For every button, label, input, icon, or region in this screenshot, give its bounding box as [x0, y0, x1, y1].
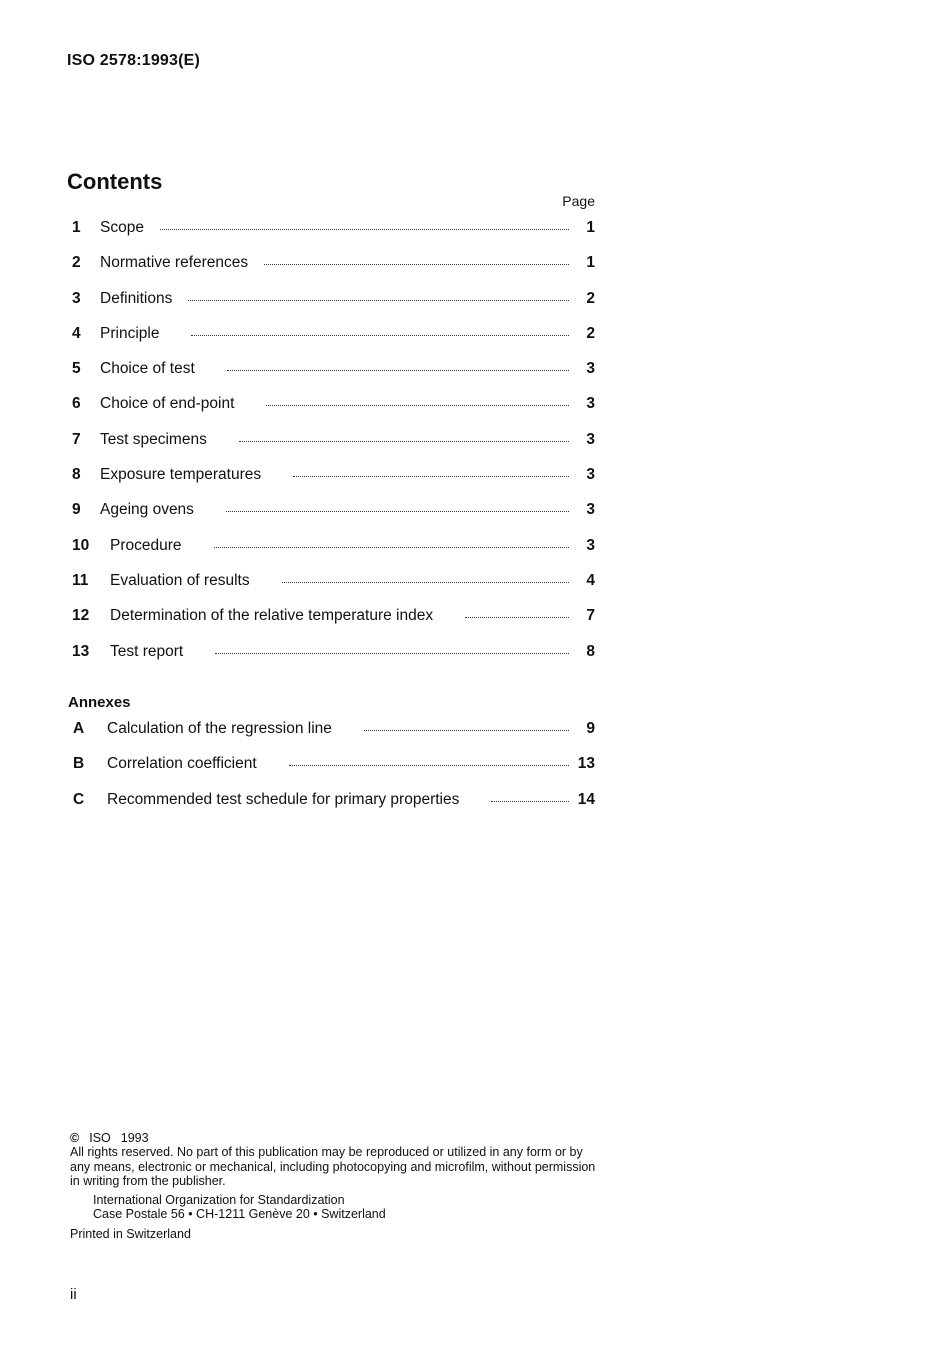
toc-number: 10 — [72, 536, 90, 554]
toc-number: 3 — [72, 289, 81, 307]
dot-leader — [191, 331, 569, 336]
toc-number: 4 — [72, 324, 81, 342]
toc-page-number: 3 — [586, 430, 595, 448]
toc-page-number: 1 — [586, 254, 595, 272]
annex-entry-a[interactable] — [67, 720, 595, 755]
toc-page-number: 2 — [586, 289, 595, 307]
printed-in: Printed in Switzerland — [70, 1226, 191, 1241]
toc-entry-choice-of-test[interactable] — [67, 360, 595, 395]
dot-leader — [364, 726, 569, 731]
toc-number: 2 — [72, 254, 81, 272]
toc-entry-test-report[interactable] — [67, 643, 595, 678]
toc-label: Normative references — [100, 254, 249, 272]
toc-label: Test specimens — [100, 430, 207, 448]
annex-page-number: 14 — [577, 790, 595, 808]
copyright-line — [70, 1131, 605, 1145]
toc-entry-relative-temperature-index[interactable] — [67, 607, 595, 642]
toc-entry-exposure-temperatures[interactable] — [67, 466, 595, 501]
toc-label: Evaluation of results — [110, 571, 250, 589]
annex-label: Correlation coefficient — [107, 755, 257, 773]
toc-page-number: 3 — [586, 395, 595, 413]
toc-page-number: 2 — [586, 324, 595, 342]
toc-page-number: 3 — [586, 536, 595, 554]
annex-entry-b[interactable] — [67, 755, 595, 790]
toc-label: Principle — [100, 324, 160, 342]
dot-leader — [465, 613, 569, 618]
dot-leader — [215, 649, 569, 654]
toc-entry-test-specimens[interactable] — [67, 431, 595, 466]
toc-label: Scope — [100, 219, 144, 236]
dot-leader — [239, 437, 569, 442]
toc-number: 6 — [72, 395, 81, 413]
annex-letter: C — [73, 790, 85, 808]
dot-leader — [227, 366, 569, 371]
page-number: ii — [70, 1286, 77, 1303]
toc-page-number: 3 — [586, 360, 595, 378]
toc-page-number: 4 — [586, 571, 595, 589]
postal-address: Case Postale 56 • CH-1211 Genève 20 • Switzerland — [93, 1207, 386, 1222]
toc-page-number: 8 — [586, 642, 595, 660]
copyright-year: 1993 — [120, 1131, 149, 1145]
toc-entry-ageing-ovens[interactable] — [67, 501, 595, 536]
publisher-address — [93, 1193, 605, 1222]
toc-page-number: 1 — [586, 219, 595, 236]
page-column-label: Page — [562, 193, 595, 209]
dot-leader — [266, 401, 569, 406]
contents-title: Contents — [67, 169, 163, 194]
toc-entry-evaluation-of-results[interactable] — [67, 572, 595, 607]
annex-page-number: 13 — [577, 755, 595, 773]
toc-label: Definitions — [100, 289, 173, 307]
toc-entry-definitions[interactable] — [67, 290, 595, 325]
dot-leader — [160, 225, 569, 230]
annex-page-number: 9 — [586, 720, 595, 737]
dot-leader — [282, 578, 569, 583]
toc-number: 5 — [72, 360, 81, 378]
toc-number: 8 — [72, 466, 81, 484]
dot-leader — [293, 472, 569, 477]
dot-leader — [264, 260, 569, 265]
toc-page-number: 3 — [586, 466, 595, 484]
annex-label: Recommended test schedule for primary properties — [107, 790, 460, 808]
toc-number: 13 — [72, 642, 90, 660]
dot-leader — [214, 543, 569, 548]
annexes-heading: Annexes — [68, 694, 131, 711]
toc-label: Choice of end-point — [100, 395, 235, 413]
toc-entry-normative-references[interactable] — [67, 254, 595, 289]
toc-page-number: 7 — [586, 607, 595, 625]
rights-notice: All rights reserved. No part of this publication may be reproduced or utilized in any form or by any means, electronic or mechanical, including photocopying and microfilm, without permission in writing from the publisher. — [70, 1145, 596, 1188]
dot-leader — [188, 296, 569, 301]
dot-leader — [289, 761, 569, 766]
toc-entry-principle[interactable] — [67, 325, 595, 360]
annexes-list — [67, 720, 595, 826]
toc-label: Procedure — [110, 536, 182, 554]
contents-list — [67, 219, 595, 678]
dot-leader — [491, 797, 569, 802]
dot-leader — [226, 507, 569, 512]
toc-label: Choice of test — [100, 360, 195, 378]
toc-entry-scope[interactable] — [67, 219, 595, 254]
document-id: ISO 2578:1993(E) — [67, 52, 201, 69]
toc-number: 1 — [72, 219, 81, 236]
annex-letter: B — [73, 755, 85, 773]
copyright-icon: © — [70, 1131, 80, 1145]
toc-label: Ageing ovens — [100, 501, 194, 519]
toc-number: 7 — [72, 430, 81, 448]
copyright-footer — [70, 1131, 605, 1241]
annex-letter: A — [73, 720, 85, 737]
organization-name: International Organization for Standardization — [93, 1193, 345, 1208]
toc-label: Determination of the relative temperature index — [110, 607, 434, 625]
toc-number: 11 — [72, 571, 89, 589]
annex-entry-c[interactable] — [67, 791, 595, 826]
toc-page-number: 3 — [586, 501, 595, 519]
toc-number: 9 — [72, 501, 81, 519]
toc-number: 12 — [72, 607, 90, 625]
copyright-holder: ISO — [89, 1131, 111, 1145]
annex-label: Calculation of the regression line — [107, 720, 332, 737]
toc-label: Exposure temperatures — [100, 466, 262, 484]
toc-entry-procedure[interactable] — [67, 537, 595, 572]
toc-entry-choice-of-end-point[interactable] — [67, 395, 595, 430]
toc-label: Test report — [110, 642, 184, 660]
